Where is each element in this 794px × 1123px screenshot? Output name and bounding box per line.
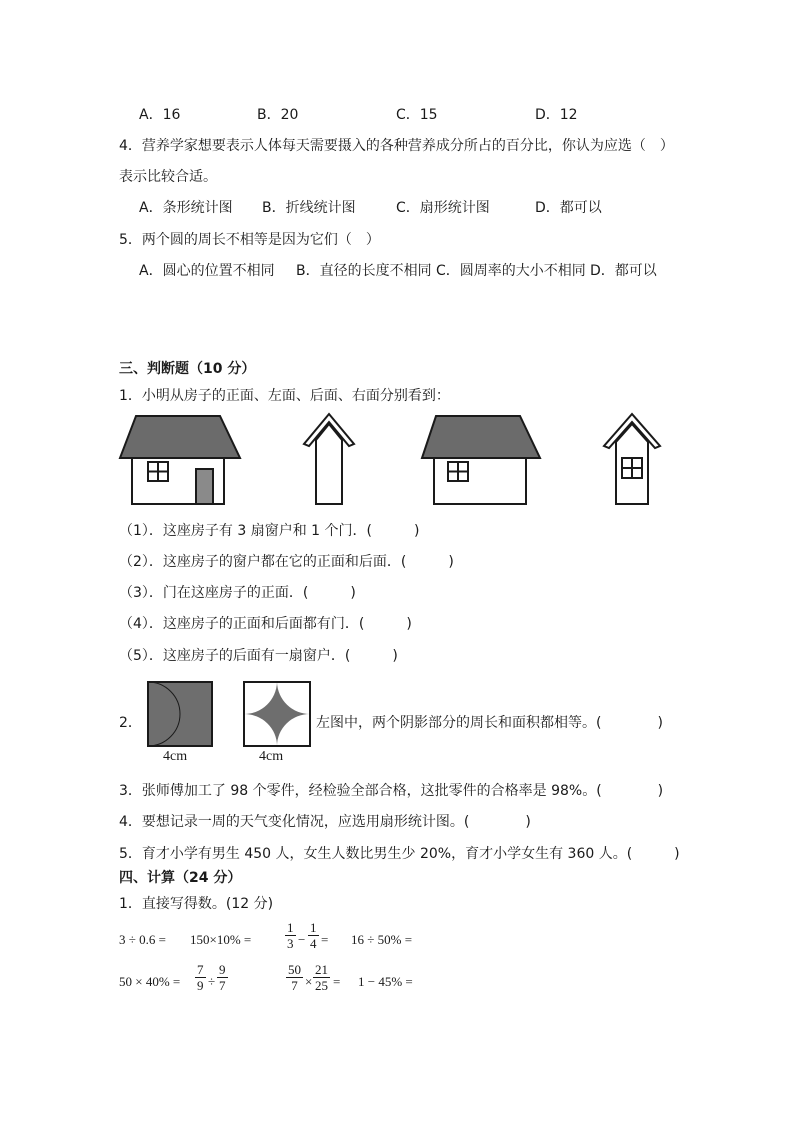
q4-option-a: A．条形统计图	[139, 200, 233, 216]
q4-option-d: D．都可以	[535, 200, 602, 216]
q5-stem: 5．两个圆的周长不相等是因为它们（ ）	[119, 232, 380, 248]
q5-option-c: C．圆周率的大小不相同	[436, 263, 586, 279]
calc-expr-6-op: ÷	[208, 974, 216, 989]
judge-q1-item-1: （1）．这座房子有 3 扇窗户和 1 个门．( )	[119, 523, 420, 539]
q4-option-b: B．折线统计图	[262, 200, 356, 216]
q5-option-d: D．都可以	[590, 263, 657, 279]
judge-q2-number: 2．	[119, 715, 142, 731]
q3-option-b: B．20	[257, 107, 299, 123]
judge-q1-item-4: （4）．这座房子的正面和后面都有门．( )	[119, 616, 412, 632]
q3-option-a: A．16	[139, 107, 181, 123]
square-figure-1	[146, 680, 214, 748]
q4-option-c: C．扇形统计图	[396, 200, 490, 216]
judge-q2-text: 左图中，两个阴影部分的周长和面积都相等。( )	[316, 715, 663, 731]
calc-expr-7-eq: =	[333, 974, 341, 989]
judge-q1-stem: 1．小明从房子的正面、左面、后面、右面分别看到：	[119, 388, 450, 404]
calc-expr-8: 1 − 45% =	[358, 974, 413, 989]
square-figure-1-label: 4cm	[163, 749, 188, 764]
calc-expr-5: 50 × 40% =	[119, 974, 181, 989]
calc-expr-3-frac1: $\frac{1}{3}$	[287, 920, 294, 951]
house-right-view	[602, 412, 662, 506]
square-figure-2-label: 4cm	[259, 749, 284, 764]
judge-q4: 4．要想记录一周的天气变化情况，应选用扇形统计图。( )	[119, 814, 531, 830]
calc-expr-4: 16 ÷ 50% =	[351, 932, 413, 947]
q4-stem-line2: 表示比较合适。	[119, 169, 217, 185]
house-front-view	[118, 414, 250, 506]
judge-q1-item-5: （5）．这座房子的后面有一扇窗户．( )	[119, 648, 398, 664]
judge-q3: 3．张师傅加工了 98 个零件，经检验全部合格，这批零件的合格率是 98%。( )	[119, 783, 664, 799]
q5-option-a: A．圆心的位置不相同	[139, 263, 275, 279]
section3-title: 三、判断题（10 分）	[119, 361, 256, 377]
calc-expr-3-eq: =	[321, 932, 329, 947]
calc-expr-7-op: ×	[305, 974, 313, 989]
back-roof	[422, 416, 540, 458]
q5-option-b: B．直径的长度不相同	[296, 263, 432, 279]
q3-option-c: C．15	[396, 107, 438, 123]
calc-expr-6-frac2: $\frac{9}{7}$	[219, 962, 226, 993]
section4-title: 四、计算（24 分）	[119, 870, 242, 886]
calc-expr-6-frac1: $\frac{7}{9}$	[197, 962, 204, 993]
square-figure-2	[242, 680, 312, 748]
house-left-view	[302, 412, 356, 506]
calc-expr-1: 3 ÷ 0.6 =	[119, 932, 166, 947]
front-roof	[120, 416, 240, 458]
calc-expr-7-frac2: $\frac{21}{25}$	[315, 962, 328, 993]
calc-q1-stem: 1．直接写得数。(12 分)	[119, 896, 274, 912]
calc-expr-7-frac1: $\frac{50}{7}$	[288, 962, 301, 993]
calc-expr-3-op: −	[298, 932, 306, 947]
judge-q1-item-2: （2）．这座房子的窗户都在它的正面和后面．( )	[119, 554, 454, 570]
front-door	[196, 469, 213, 504]
house-back-view	[420, 414, 546, 506]
q4-stem-line1: 4．营养学家想要表示人体每天需要摄入的各种营养成分所占的百分比，你认为应选（ ）	[119, 138, 674, 154]
q3-option-d: D．12	[535, 107, 578, 123]
judge-q5: 5．育才小学有男生 450 人，女生人数比男生少 20%，育才小学女生有 360 人。( )	[119, 846, 680, 862]
judge-q1-item-3: （3）．门在这座房子的正面．( )	[119, 585, 356, 601]
calc-expr-3-frac2: $\frac{1}{4}$	[310, 920, 317, 951]
calc-expr-2: 150×10% =	[190, 932, 252, 947]
